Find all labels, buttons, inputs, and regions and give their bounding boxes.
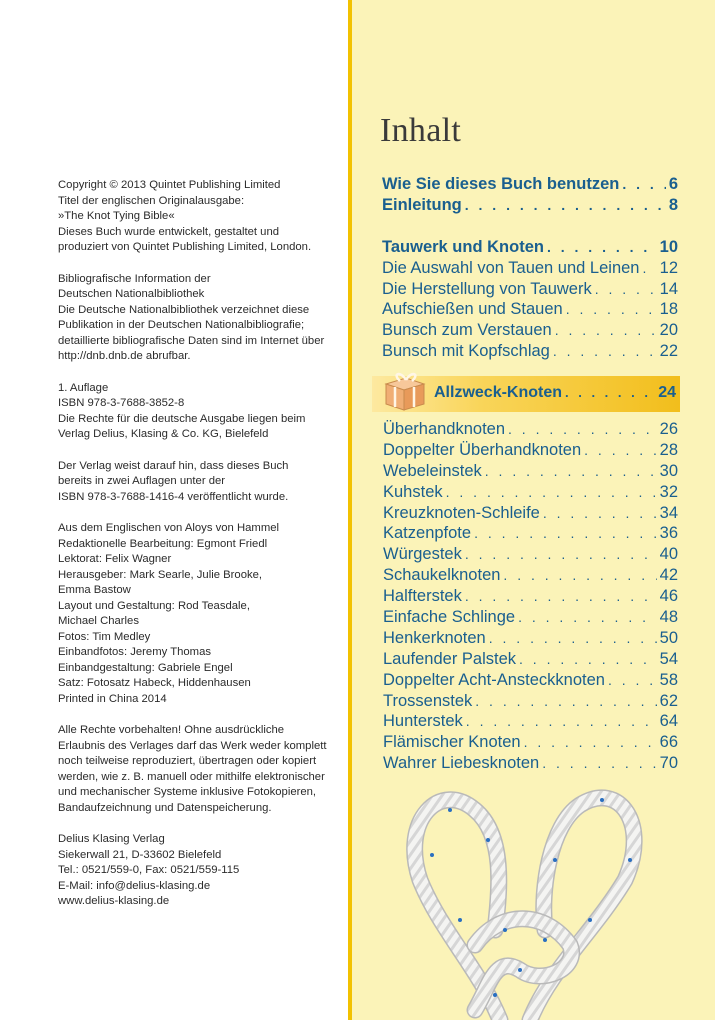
toc-leader [555,322,657,338]
imprint-line: produziert von Quintet Publishing Limited, London. [58,241,312,253]
toc-entry[interactable] [383,733,678,754]
toc-leader [595,281,657,297]
toc-section-title: Tauwerk und Knoten [382,237,544,256]
toc-entry[interactable] [383,545,678,566]
imprint-line: detaillierte bibliografische Daten sind im Internet über [58,334,325,347]
toc-entry-page: 40 [659,545,678,564]
toc-title: Inhalt [380,112,462,149]
toc-leader [466,713,657,729]
toc-entry[interactable] [383,483,678,504]
imprint-line: Die Rechte für die deutsche Ausgabe liegen beim [58,412,306,425]
imprint-line: Der Verlag weist darauf hin, dass dieses Buch [58,459,289,472]
toc-entry-title: Würgestek [383,545,462,564]
toc-entry[interactable] [383,692,678,713]
imprint-line: Layout und Gestaltung: Rod Teasdale, [58,599,250,612]
toc-entry[interactable] [383,650,678,671]
imprint-line: Satz: Fotosatz Habeck, Hiddenhausen [58,677,251,689]
toc-entry-page: 54 [659,649,678,668]
toc-entry-title: Wie Sie dieses Buch benutzen [382,175,620,193]
toc-entry[interactable] [383,608,678,629]
toc-entry-page: 34 [659,503,678,522]
toc-leader [608,672,657,688]
toc-entry-title: Hunterstek [383,712,463,731]
toc-entry-title: Einleitung [382,195,462,214]
imprint-line: 1. Auflage [58,381,109,394]
toc-entry-page: 14 [659,279,678,298]
toc-entry-title: Flämischer Knoten [383,733,521,752]
imprint [58,178,343,926]
toc-entry-title: Halfterstek [383,587,462,606]
toc-leader [465,197,666,213]
imprint-line: ISBN 978-3-7688-3852-8 [58,397,185,409]
imprint-line: Die Deutsche Nationalbibliothek verzeichnet diese [58,303,310,316]
imprint-line: Redaktionelle Bearbeitung: Egmont Friedl [58,537,268,550]
toc-entry[interactable] [383,587,678,608]
toc-leader [565,385,655,400]
imprint-line: ISBN 978-3-7688-1416-4 veröffentlicht wurde. [58,490,289,503]
toc-entry-title: Einfache Schlinge [383,608,516,627]
imprint-line: Erlaubnis des Verlages darf das Werk weder komplett [58,739,327,752]
imprint-line: Dieses Buch wurde entwickelt, gestaltet und [58,225,280,238]
toc-entry-page: 48 [659,608,678,627]
toc-leader [642,260,656,276]
imprint-line: und mechanischer Systeme inklusive Fotokopieren, [58,786,317,798]
toc-entry-page: 28 [659,440,678,459]
imprint-line: http://dnb.dnb.de abrufbar. [58,350,191,362]
toc-entry-page: 20 [659,321,678,340]
toc-leader [465,546,657,562]
toc-leader [553,343,657,359]
toc-entry-title: Kreuzknoten-Schleife [383,503,540,522]
toc-entry[interactable] [382,280,678,301]
toc-leader [475,693,656,709]
toc-entry-title: Henkerknoten [383,628,486,647]
toc-leader [465,588,657,604]
toc-entry[interactable] [382,175,678,196]
toc-section-heading[interactable] [434,384,676,402]
toc-leader [543,505,657,521]
toc-entry[interactable] [383,462,678,483]
imprint-line: Fotos: Tim Medley [58,630,151,643]
imprint-line: »The Knot Tying Bible« [58,210,175,222]
imprint-line: Bibliografische Information der [58,272,211,285]
imprint-line: Einbandgestaltung: Gabriele Engel [58,661,233,674]
toc-entry-title: Wahrer Liebesknoten [383,754,540,773]
imprint-line: Emma Bastow [58,584,131,596]
toc-entry-title: Bunsch zum Verstauen [382,321,552,340]
imprint-line: Aus dem Englischen von Aloys von Hammel [58,522,280,534]
toc-leader [566,301,657,317]
toc-entry[interactable] [383,629,678,650]
toc-entry-title: Aufschießen und Stauen [382,300,563,319]
toc-entry-title: Doppelter Überhandknoten [383,440,582,459]
imprint-line: Siekerwall 21, D-33602 Bielefeld [58,848,222,861]
toc-entry-title: Doppelter Acht-Ansteckknoten [383,670,605,689]
toc-entry-title: Schaukelknoten [383,566,501,585]
imprint-line: Lektorat: Felix Wagner [58,553,172,565]
imprint-paragraph [58,723,343,816]
rope-knot-image [380,770,680,1020]
toc-entry-page: 50 [659,628,678,647]
toc-entry[interactable] [382,342,678,363]
toc-entry-page: 58 [659,670,678,689]
imprint-paragraph [58,381,343,443]
toc-entry-title: Kuhstek [383,482,443,501]
toc-entry-title: Trossenstek [383,691,473,710]
imprint-line: Titel der englischen Originalausgabe: [58,194,245,207]
imprint-line: noch teilweise reproduziert, übertragen oder kopiert [58,755,317,767]
toc-entry-page: 66 [659,733,678,752]
toc-entry-page: 36 [659,524,678,543]
toc-entry-title: Laufender Palstek [383,649,517,668]
imprint-line: Bandaufzeichnung und Datenspeicherung. [58,801,272,814]
imprint-paragraph [58,521,343,707]
toc-entry[interactable] [383,524,678,545]
toc-entry-title: Die Herstellung von Tauwerk [382,279,592,298]
toc-entry-page: 42 [659,566,678,585]
toc-leader [508,421,657,437]
toc-leader [524,734,657,750]
imprint-line: Printed in China 2014 [58,692,167,705]
toc-entry[interactable] [382,196,678,217]
toc-leader [489,630,657,646]
imprint-line: bereits in zwei Auflagen unter der [58,475,226,487]
toc-entry-page: 12 [659,258,678,277]
toc-entry[interactable] [383,420,678,441]
imprint-paragraph [58,832,343,910]
toc-section-heading[interactable] [382,238,678,259]
toc-entry[interactable] [383,566,678,587]
toc-entry[interactable] [383,712,678,733]
toc-section-title: Allzweck-Knoten [434,384,563,401]
imprint-line: werden, wie z. B. manuell oder mithilfe elektronischer [58,770,325,783]
imprint-line: Deutschen Nationalbibliothek [58,288,205,300]
toc-entry-title: Bunsch mit Kopfschlag [382,342,550,361]
imprint-line: www.delius-klasing.de [58,895,170,907]
toc-entry-page: 30 [659,461,678,480]
toc-entry-page: 8 [668,195,678,214]
toc-entry-title: Die Auswahl von Tauen und Leinen [382,258,640,277]
toc-leader [547,239,657,255]
imprint-paragraph [58,272,343,365]
imprint-line: E-Mail: info@delius-klasing.de [58,879,211,892]
imprint-line: Publikation in der Deutschen Nationalbibliografie; [58,319,305,331]
toc-entry[interactable] [383,504,678,525]
toc-leader [584,442,657,458]
toc-entry-title: Katzenpfote [383,524,472,543]
toc-entry-page: 62 [659,691,678,710]
toc-entry-title: Überhandknoten [383,420,506,438]
imprint-line: Delius Klasing Verlag [58,833,165,845]
imprint-line: Verlag Delius, Klasing & Co. KG, Bielefeld [58,428,269,440]
toc-leader [519,651,657,667]
toc-entry-title: Webeleinstek [383,461,482,480]
imprint-paragraph [58,178,343,256]
imprint-line: Copyright © 2013 Quintet Publishing Limited [58,179,281,191]
toc-leader [542,755,656,771]
toc-entry-page: 22 [659,342,678,361]
toc-section-page: 10 [659,237,678,256]
gift-box-icon [382,368,428,414]
toc-entry[interactable] [382,259,678,280]
toc-entry-page: 64 [659,712,678,731]
imprint-line: Tel.: 0521/559-0, Fax: 0521/559-115 [58,864,240,876]
imprint-line: Michael Charles [58,615,139,627]
toc-entry-page: 46 [659,587,678,606]
imprint-paragraph [58,459,343,506]
toc-entry[interactable] [382,300,678,321]
toc-entry[interactable] [383,671,678,692]
imprint-line: Einbandfotos: Jeremy Thomas [58,646,212,658]
toc-entry-page: 6 [668,175,678,193]
imprint-line: Alle Rechte vorbehalten! Ohne ausdrückliche [58,724,285,736]
imprint-line: Herausgeber: Mark Searle, Julie Brooke, [58,568,263,581]
toc-entry-page: 26 [659,420,678,438]
toc-leader [503,567,656,583]
toc-list [382,175,678,363]
toc-entry-page: 18 [659,300,678,319]
panel-divider [348,0,352,1020]
toc-leader [446,484,657,500]
toc-entry-page: 70 [659,754,678,773]
toc-entry-page: 32 [659,482,678,501]
toc-leader [518,609,657,625]
toc-list [383,420,678,775]
toc-leader [622,176,665,192]
toc-section-page: 24 [658,384,676,401]
toc-entry[interactable] [382,321,678,342]
toc-entry[interactable] [383,441,678,462]
toc-leader [485,463,657,479]
toc-leader [474,525,657,541]
